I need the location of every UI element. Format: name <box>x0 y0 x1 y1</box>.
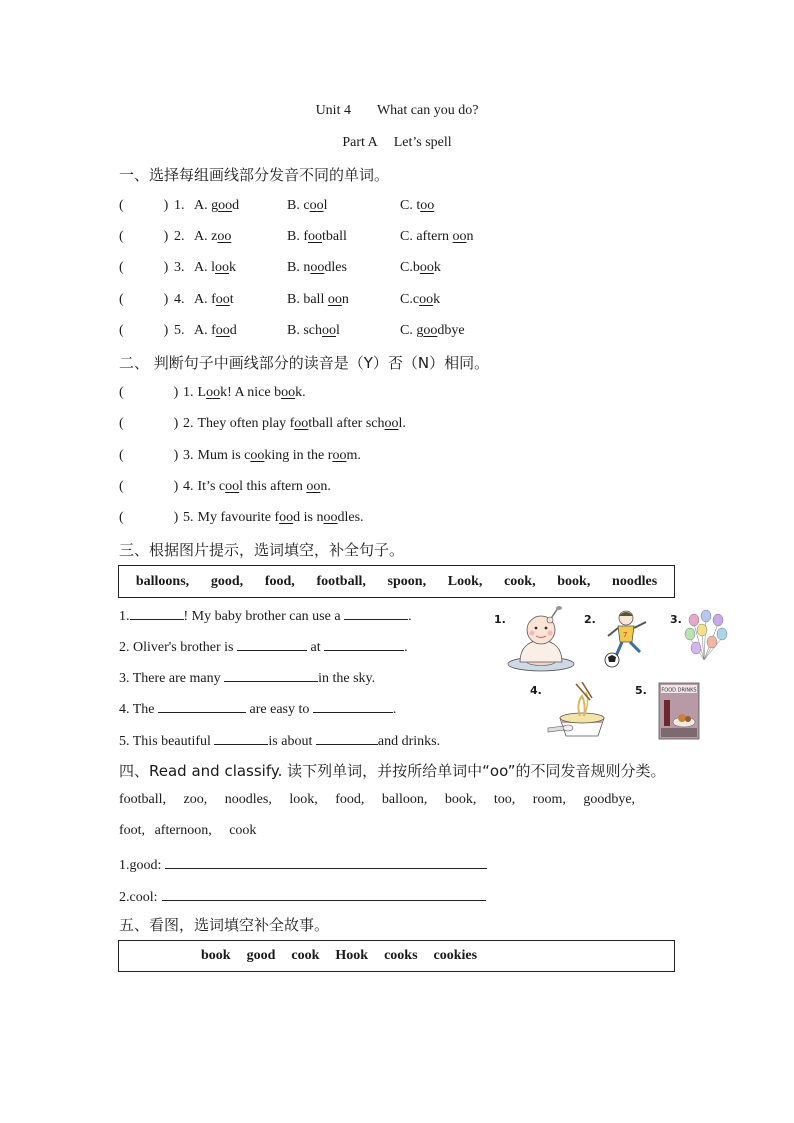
answer-bracket[interactable]: ( ) <box>119 510 179 525</box>
question-number: 4. <box>174 292 185 307</box>
word: afternoon, <box>154 823 212 838</box>
fill-sentence-5 <box>119 730 440 750</box>
option-text: tball <box>322 229 347 244</box>
underlined-letters: oo <box>322 323 336 338</box>
word-bank-item: Hook <box>335 948 369 963</box>
sentence-text: king in the r <box>264 448 333 463</box>
blank[interactable] <box>214 730 268 745</box>
option-b[interactable] <box>287 229 347 245</box>
option-a[interactable] <box>194 323 237 339</box>
option-text: C. t <box>400 198 421 213</box>
underlined-letters: oo <box>310 260 325 275</box>
underlined-letters: oo <box>309 198 324 213</box>
option-text: l <box>323 198 328 213</box>
word: foot, <box>119 823 146 838</box>
sentence <box>183 448 361 464</box>
word-list-line2 <box>119 823 270 839</box>
option-a[interactable] <box>194 229 231 245</box>
underlined-letters: oo <box>452 229 467 244</box>
sentence-text: ! My baby brother can use a <box>183 609 341 624</box>
word: football, <box>119 792 167 807</box>
underlined-letters: oo <box>215 323 230 338</box>
section4-heading: 四、Read and classify. 读下列单词，并按所给单词中“oo”的不同发音规则分类。 <box>119 762 666 780</box>
word-bank-item: cookies <box>433 948 478 963</box>
sentence-text: k. <box>295 385 306 400</box>
sentence-text: n. <box>320 479 331 494</box>
sentence <box>183 416 406 432</box>
word-bank-item: cooks <box>384 948 418 963</box>
option-c[interactable] <box>400 323 465 339</box>
sentence-text: d is n <box>293 510 324 525</box>
underlined-letters: oo <box>206 385 221 400</box>
classify-blank[interactable] <box>165 854 487 869</box>
option-a[interactable] <box>194 260 236 276</box>
blank[interactable] <box>158 698 246 713</box>
section1-heading: 一、选择每组画线部分发音不同的单词。 <box>119 166 390 184</box>
fill-sentence-4 <box>119 698 396 718</box>
option-b[interactable] <box>287 292 349 308</box>
sentence <box>183 479 331 495</box>
part-label: Part A <box>342 135 378 150</box>
word: book, <box>444 792 477 807</box>
answer-bracket[interactable]: ( ) <box>119 385 179 400</box>
picture-clues <box>492 606 732 746</box>
word-bank-item: balloons, <box>135 573 190 589</box>
option-text: B. sch <box>287 323 322 338</box>
part-title <box>0 135 794 151</box>
classify-good <box>119 854 487 874</box>
food-book-picture <box>658 682 700 740</box>
picture-label: 3. <box>670 613 682 626</box>
sentence-text: 3. There are many <box>119 671 221 686</box>
sentence-number: 1. <box>119 609 130 624</box>
football-boy-picture <box>596 608 656 668</box>
word-bank-item: good, <box>210 573 244 589</box>
sentence-text: tball after sch <box>308 416 385 431</box>
question-number: 3. <box>183 448 194 463</box>
underlined-letters: oo <box>323 510 338 525</box>
sentence-text: My favourite f <box>197 510 280 525</box>
picture-label: 5. <box>635 684 647 697</box>
option-text: A. g <box>194 198 219 213</box>
word: room, <box>532 792 566 807</box>
word-bank-item: book, <box>557 573 591 589</box>
sentence-text: is about <box>268 734 313 749</box>
underlined-letters: oo <box>419 292 434 307</box>
option-text: k <box>433 260 441 275</box>
option-text: B. f <box>287 229 308 244</box>
option-text: C.c <box>400 292 420 307</box>
svg-text:7: 7 <box>623 631 628 639</box>
fill-sentence-2 <box>119 636 408 656</box>
word: too, <box>493 792 516 807</box>
blank[interactable] <box>324 636 404 651</box>
option-text: A. f <box>194 292 216 307</box>
option-a[interactable] <box>194 292 234 308</box>
blank[interactable] <box>224 667 318 682</box>
underlined-letters: oo <box>281 385 296 400</box>
option-c[interactable] <box>400 198 434 214</box>
part-name: Let’s spell <box>393 135 452 150</box>
question-number: 4. <box>183 479 194 494</box>
word: food, <box>335 792 365 807</box>
question-number: 5. <box>183 510 194 525</box>
option-text: C. g <box>400 323 424 338</box>
question-number: 3. <box>174 260 185 275</box>
word-bank-3 <box>118 565 675 598</box>
picture-label: 4. <box>530 684 542 697</box>
answer-bracket[interactable]: ( ) <box>119 448 179 463</box>
option-text: n <box>341 292 349 307</box>
noodles-picture <box>546 682 618 744</box>
option-text: C. aftern <box>400 229 453 244</box>
unit-name: What can you do? <box>376 103 479 118</box>
picture-label: 1. <box>494 613 506 626</box>
book-cover-title: FOOD DRINKS <box>661 687 697 694</box>
underlined-letters: oo <box>419 260 434 275</box>
word-bank-item: book <box>201 948 231 963</box>
option-text: C.b <box>400 260 420 275</box>
sentence-text: They often play f <box>197 416 295 431</box>
underlined-letters: oo <box>384 416 399 431</box>
option-text: l <box>336 323 340 338</box>
underlined-letters: oo <box>327 292 342 307</box>
sentence-text: and drinks. <box>377 734 441 749</box>
balloons-picture <box>682 608 730 670</box>
sentence-text: 4. The <box>119 702 155 717</box>
question-number: 1. <box>183 385 194 400</box>
word-list-line1 <box>119 792 635 808</box>
word-bank-item: good <box>246 948 276 963</box>
option-text: A. f <box>194 323 216 338</box>
sentence-text: Mum is c <box>197 448 251 463</box>
sentence-text: 5. This beautiful <box>119 734 211 749</box>
underlined-letters: oo <box>420 198 435 213</box>
option-text: A. l <box>194 260 215 275</box>
blank[interactable] <box>237 636 307 651</box>
fill-sentence-3 <box>119 667 375 687</box>
word: balloon, <box>381 792 428 807</box>
underlined-letters: oo <box>215 292 230 307</box>
underlined-letters: oo <box>217 229 232 244</box>
option-text: dles <box>324 260 347 275</box>
sentence-text: . <box>404 640 408 655</box>
underlined-letters: oo <box>332 448 347 463</box>
question-number: 1. <box>174 198 185 213</box>
word-bank-item: food, <box>264 573 295 589</box>
word: noodles, <box>224 792 272 807</box>
question-number: 2. <box>183 416 194 431</box>
classify-label: 1.good: <box>119 858 162 873</box>
option-text: t <box>229 292 234 307</box>
question-number: 2. <box>174 229 185 244</box>
word: cook <box>229 823 257 838</box>
answer-bracket[interactable]: ( ) <box>119 198 169 213</box>
word-bank-item: football, <box>316 573 366 589</box>
word: goodbye, <box>583 792 636 807</box>
option-c[interactable] <box>400 260 441 276</box>
word-bank-item: cook <box>291 948 320 963</box>
underlined-letters: oo <box>225 479 240 494</box>
sentence-text: It’s c <box>197 479 226 494</box>
sentence-text: . <box>408 609 412 624</box>
baby-spoon-picture <box>506 606 576 674</box>
underlined-letters: oo <box>308 229 322 244</box>
option-text: k <box>433 292 441 307</box>
blank[interactable] <box>313 698 393 713</box>
sentence <box>183 385 306 401</box>
word-bank-item: spoon, <box>387 573 427 589</box>
word: zoo, <box>183 792 208 807</box>
answer-bracket[interactable]: ( ) <box>119 292 169 307</box>
underlined-letters: oo <box>250 448 265 463</box>
option-text: B. n <box>287 260 311 275</box>
option-b[interactable] <box>287 260 347 276</box>
sentence-text: dles. <box>337 510 364 525</box>
option-c[interactable] <box>400 229 473 245</box>
option-b[interactable] <box>287 323 340 339</box>
question-number: 5. <box>174 323 185 338</box>
section5-heading: 五、看图，选词填空补全故事。 <box>119 916 330 934</box>
word-bank-item: noodles <box>612 573 658 589</box>
word-bank-item: cook, <box>504 573 536 589</box>
unit-number: Unit 4 <box>315 103 351 118</box>
option-b[interactable] <box>287 198 327 214</box>
option-text: d <box>229 323 237 338</box>
option-text: k <box>229 260 236 275</box>
sentence-text: at <box>310 640 321 655</box>
word-bank-5 <box>118 940 675 972</box>
option-text: d <box>232 198 240 213</box>
blank[interactable] <box>316 730 378 745</box>
sentence-text: L <box>197 385 207 400</box>
option-text: n <box>466 229 474 244</box>
option-text: dbye <box>437 323 465 338</box>
underlined-letters: oo <box>294 416 309 431</box>
sentence <box>183 510 364 526</box>
classify-blank[interactable] <box>162 886 486 901</box>
answer-bracket[interactable]: ( ) <box>119 416 179 431</box>
sentence-text: l this aftern <box>239 479 307 494</box>
underlined-letters: oo <box>423 323 438 338</box>
option-text: B. ball <box>287 292 328 307</box>
sentence-text: . <box>392 702 397 717</box>
sentence-text: m. <box>346 448 361 463</box>
underlined-letters: oo <box>279 510 294 525</box>
unit-title <box>0 103 794 119</box>
section3-heading: 三、根据图片提示，选词填空，补全句子。 <box>119 541 405 559</box>
word-bank-item: Look, <box>447 573 483 589</box>
section2-heading: 二、 判断句子中画线部分的读音是（Y）否（N）相同。 <box>119 354 490 372</box>
answer-bracket[interactable]: ( ) <box>119 323 169 338</box>
sentence-text: 2. Oliver's brother is <box>119 640 234 655</box>
classify-label: 2.cool: <box>119 890 158 905</box>
answer-bracket[interactable]: ( ) <box>119 260 169 275</box>
blank[interactable] <box>344 605 408 620</box>
answer-bracket[interactable]: ( ) <box>119 229 169 244</box>
classify-cool <box>119 886 486 906</box>
blank[interactable] <box>130 605 184 620</box>
fill-sentence-1 <box>119 605 412 625</box>
word: look, <box>289 792 318 807</box>
sentence-text: k! A nice b <box>220 385 282 400</box>
sentence-text: in the sky. <box>318 671 376 686</box>
option-text: B. c <box>287 198 310 213</box>
option-c[interactable] <box>400 292 440 308</box>
underlined-letters: oo <box>306 479 321 494</box>
sentence-text: l. <box>398 416 406 431</box>
option-a[interactable] <box>194 198 239 214</box>
underlined-letters: oo <box>215 260 229 275</box>
picture-label: 2. <box>584 613 596 626</box>
option-text: A. z <box>194 229 218 244</box>
sentence-text: are easy to <box>249 702 310 717</box>
underlined-letters: oo <box>218 198 233 213</box>
answer-bracket[interactable]: ( ) <box>119 479 179 494</box>
